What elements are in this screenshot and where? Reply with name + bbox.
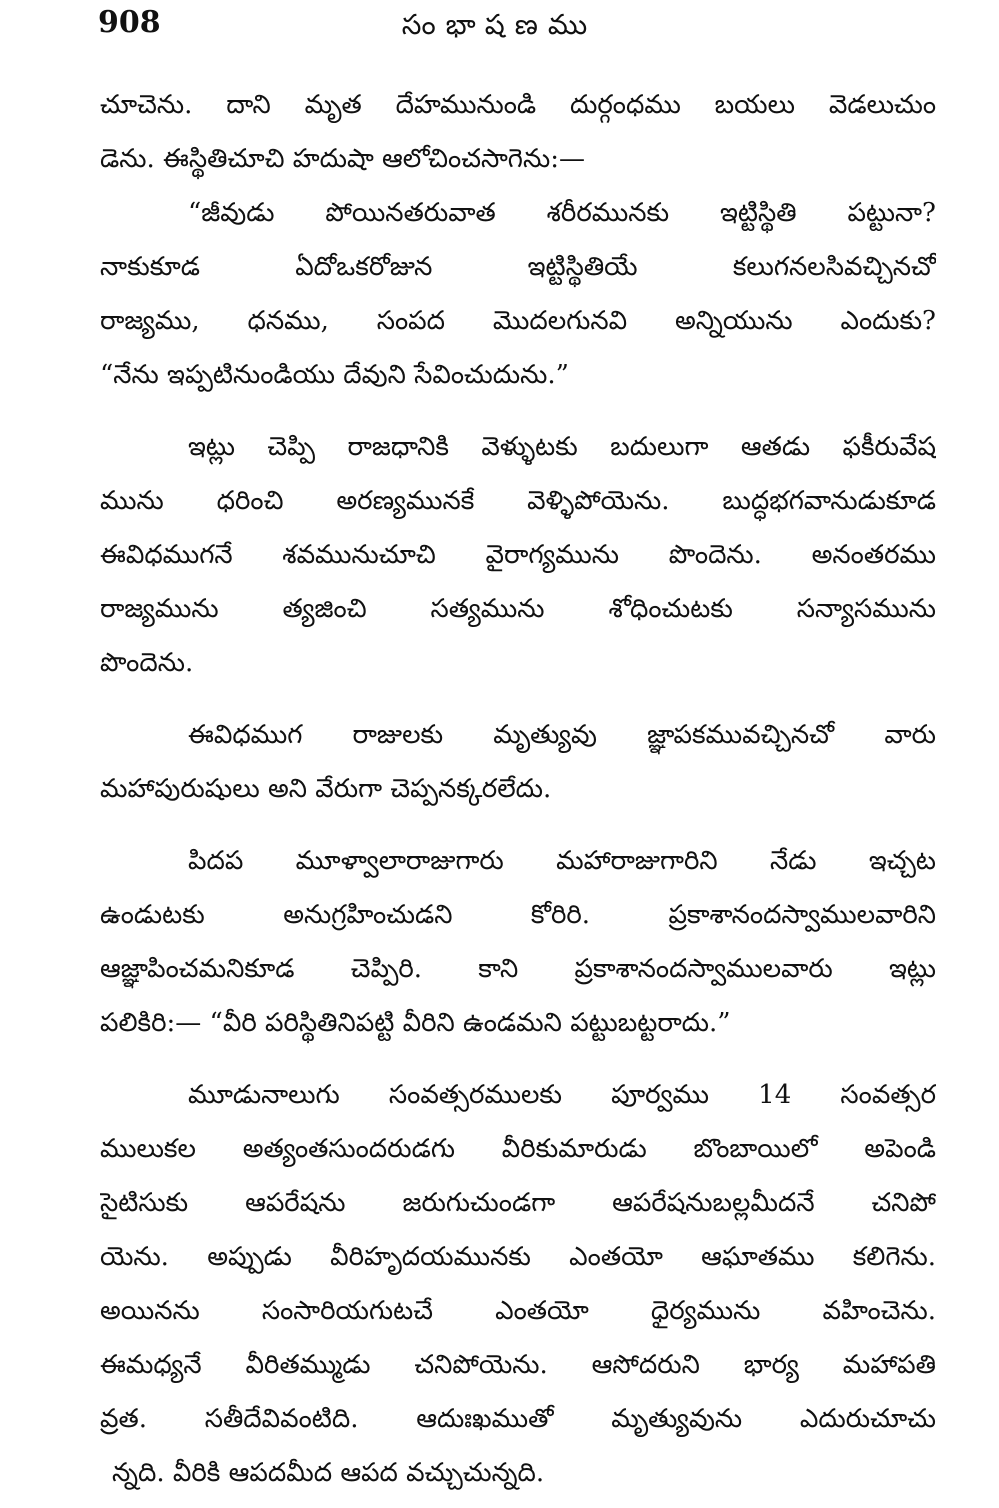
text-line: మును ధరించి అరణ్యమునకే వెళ్ళిపోయెను. బుద్ధభగవానుడుకూడ bbox=[100, 486, 936, 516]
text-line: ములుకల అత్యంతసుందరుడగు వీరికుమారుడు బొంబాయిలో అపెండి bbox=[100, 1134, 936, 1164]
text-line: అయినను సంసారియగుటచే ఎంతయో ధైర్యమును వహించెను. bbox=[100, 1296, 936, 1326]
body-text bbox=[100, 78, 936, 1500]
text-line: యెను. అప్పుడు వీరిహృదయమునకు ఎంతయో ఆఘాతము కలిగెను. bbox=[100, 1242, 936, 1272]
running-title: సంభాషణము bbox=[401, 8, 598, 41]
text-line: రాజ్యమును త్యజించి సత్యమును శోధించుటకు సన్యాసమును bbox=[100, 594, 936, 624]
text-line: పిదప మూళ్వాలారాజుగారు మహారాజుగారిని నేడు ఇచ్చట bbox=[188, 846, 936, 876]
text-line: డెను. ఈస్థితిచూచి హదుషా ఆలోచించసాగెను:— bbox=[100, 144, 585, 174]
text-line: మహాపురుషులు అని వేరుగా చెప్పనక్కరలేదు. bbox=[100, 774, 552, 804]
text-line: రాజ్యము, ధనము, సంపద మొదలగునవి అన్నియును ఎందుకు? bbox=[100, 306, 936, 336]
text-line: ఇట్లు చెప్పి రాజధానికి వెళ్ళుటకు బదులుగా ఆతడు ఫకీరువేష bbox=[188, 432, 936, 462]
text-line: పొందెను. bbox=[100, 648, 194, 678]
text-line: నాకుకూడ ఏదోఒకరోజున ఇట్టిస్థితియే కలుగనలసివచ్చినచో bbox=[100, 252, 936, 282]
text-line: ఈమధ్యనే వీరితమ్ముడు చనిపోయెను. ఆసోదరుని భార్య మహాపతి bbox=[100, 1350, 936, 1380]
text-line: చూచెను. దాని మృత దేహమునుండి దుర్గంధము బయలు వెడలుచుం bbox=[100, 90, 936, 120]
text-line: ఈవిధముగ రాజులకు మృత్యువు జ్ఞాపకమువచ్చినచో వారు bbox=[188, 720, 936, 750]
text-line: పలికిరి:— “వీరి పరిస్థితినిపట్టి వీరిని ఉండమని పట్టుబట్టరాదు.” bbox=[100, 1008, 731, 1038]
text-line: ఆజ్ఞాపించమనికూడ చెప్పిరి. కాని ప్రకాశానందస్వాములవారు ఇట్లు bbox=[100, 954, 936, 984]
text-line: న్నది. వీరికి ఆపదమీద ఆపద వచ్చుచున్నది. bbox=[112, 1458, 545, 1488]
text-line: “నేను ఇప్పటినుండియు దేవుని సేవించుదును.” bbox=[100, 360, 569, 390]
text-line: వ్రత. సతీదేవివంటిది. ఆదుఃఖముతో మృత్యువును ఎదురుచూచు bbox=[100, 1404, 936, 1434]
text-line: సైటిసుకు ఆపరేషను జరుగుచుండగా ఆపరేషనుబల్లమీదనే చనిపో bbox=[100, 1188, 936, 1218]
text-line: ఈవిధముగనే శవమునుచూచి వైరాగ్యమును పొందెను. అనంతరము bbox=[100, 540, 936, 570]
text-line: మూడునాలుగు సంవత్సరములకు పూర్వము 14 సంవత్సర bbox=[188, 1080, 936, 1110]
page-number: 908 bbox=[98, 5, 161, 40]
text-line: “జీవుడు పోయినతరువాత శరీరమునకు ఇట్టిస్థితి పట్టునా? bbox=[188, 198, 936, 228]
text-line: ఉండుటకు అనుగ్రహించుడని కోరిరి. ప్రకాశానందస్వాములవారిని bbox=[100, 900, 936, 930]
